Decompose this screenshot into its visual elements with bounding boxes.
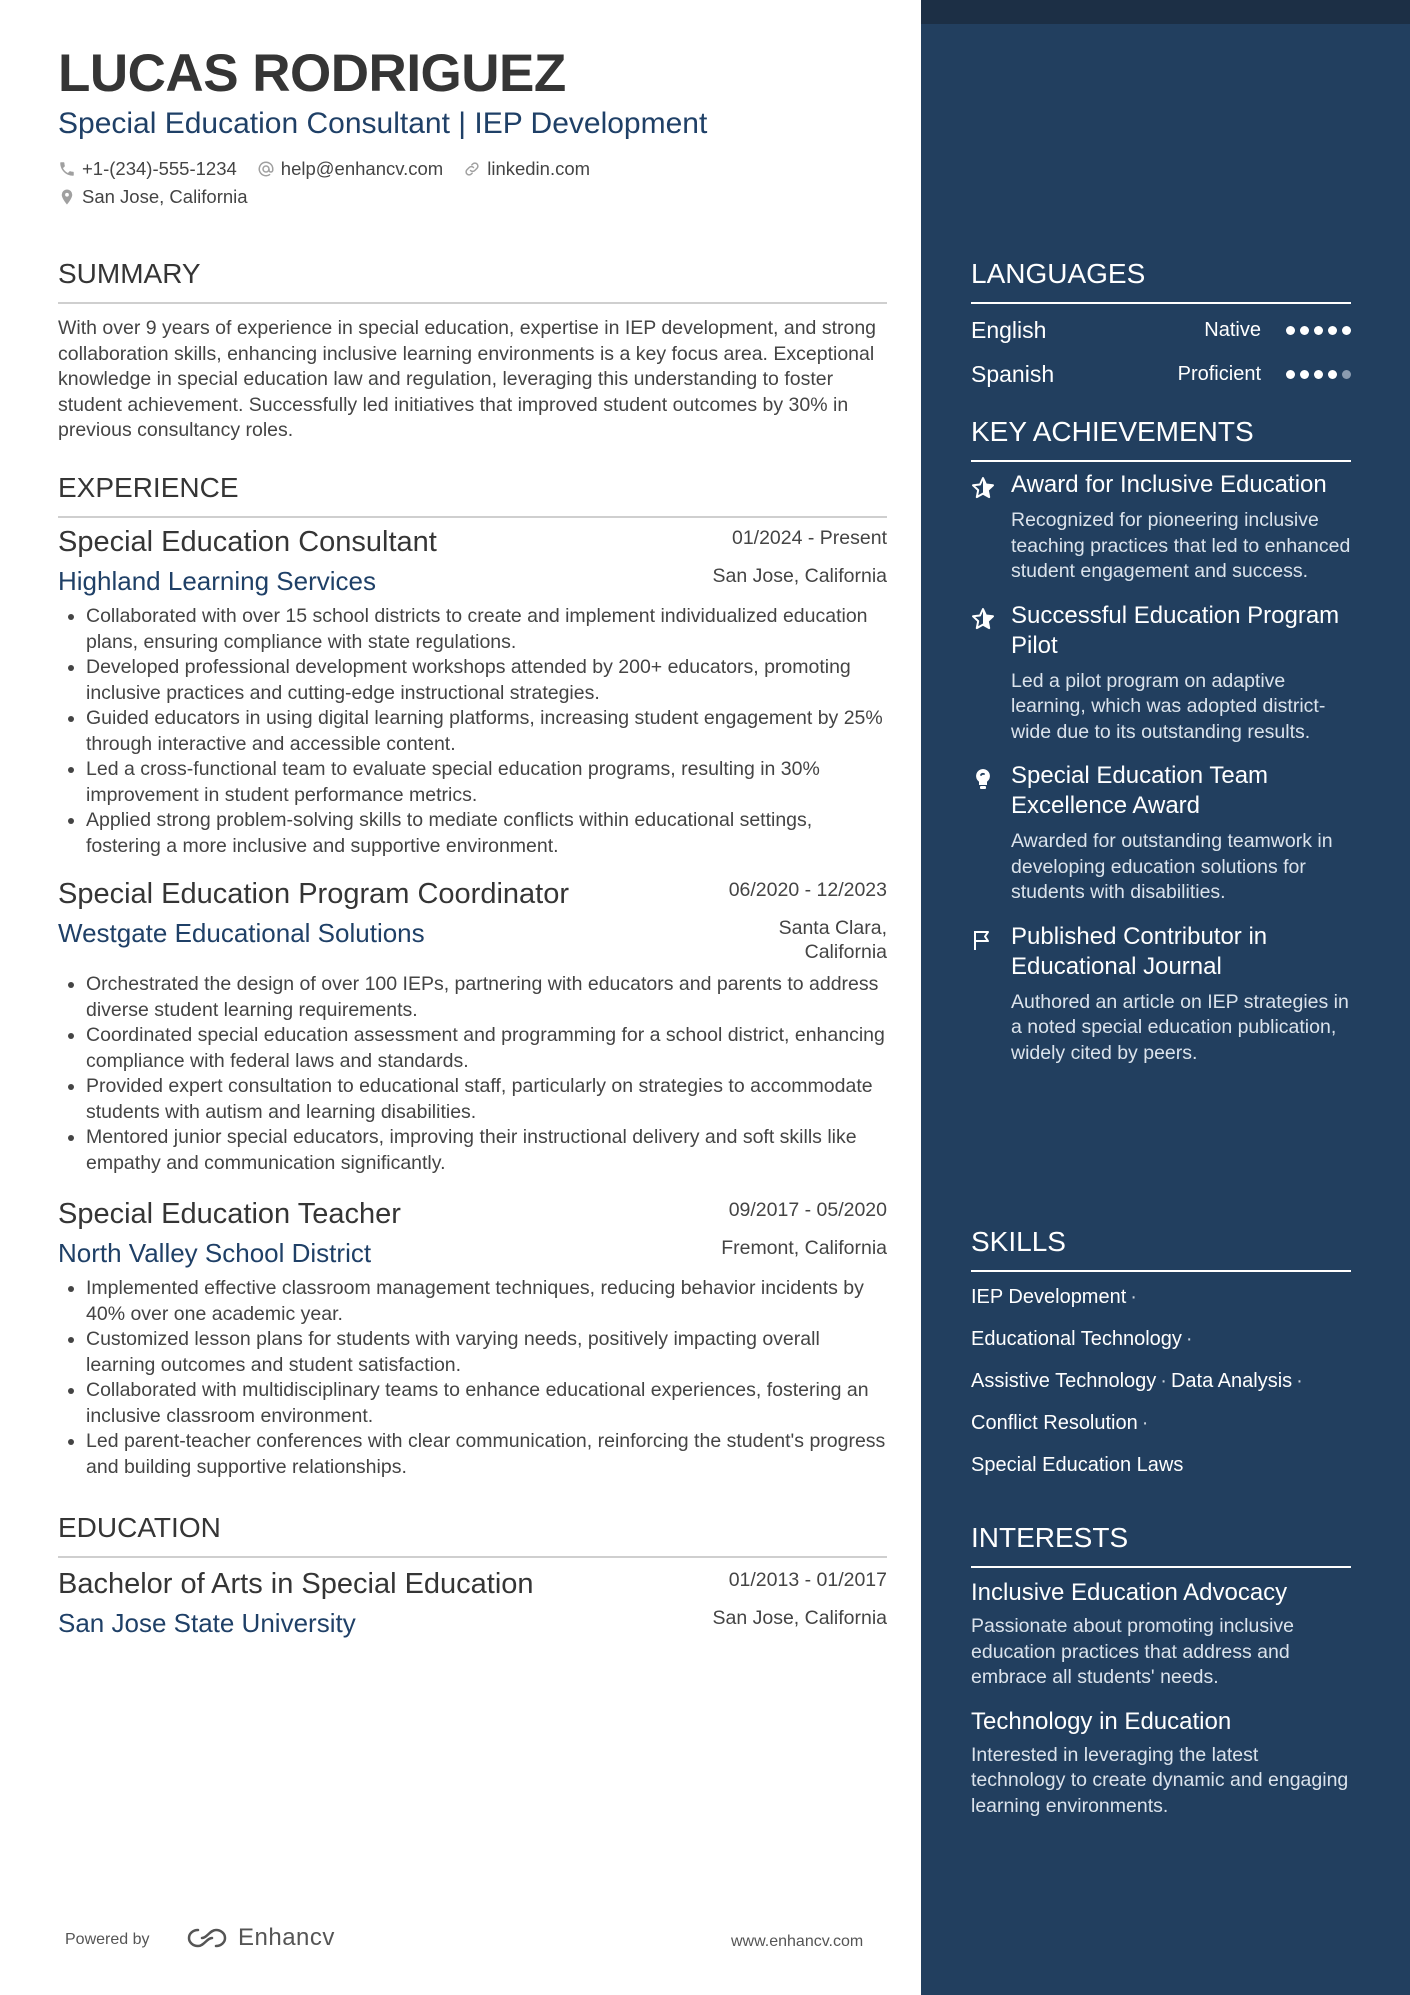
skills-section	[971, 1224, 1351, 1486]
summary-heading: SUMMARY	[58, 256, 887, 304]
language-item	[971, 352, 1351, 396]
school-location: San Jose, California	[712, 1607, 887, 1629]
skill-separator: ·	[1296, 1370, 1303, 1392]
achievement-title: Published Contributor in Educational Journal	[1011, 922, 1268, 980]
achievement-desc: Authored an article on IEP strategies in a noted special education publication, widely cited by peers.	[1011, 990, 1349, 1064]
rating-dot	[1314, 370, 1323, 379]
achievement-item	[971, 761, 1351, 906]
summary-text: With over 9 years of experience in special education, expertise in IEP development, and strong collaboration skills, enhancing inclusive learning environments is a key focus area. Exceptional knowledge in special education law and regulation, leveraging this understanding to foster student achievement. Successfully led initiatives that improved student outcomes by 30% in previous consultancy roles.	[58, 317, 877, 441]
job-bullets	[58, 604, 887, 859]
education-heading: EDUCATION	[58, 1510, 887, 1558]
achievement-item	[971, 470, 1351, 585]
phone-text: +1-(234)-555-1234	[82, 158, 237, 179]
job-location: San Jose, California	[712, 565, 887, 587]
lightbulb-icon	[971, 767, 995, 791]
location-pin-icon	[58, 188, 76, 206]
enhancv-logo-text: Enhancv	[238, 1924, 335, 1951]
achievements-section	[971, 414, 1351, 1066]
location-text: San Jose, California	[82, 186, 248, 207]
degree-title: Bachelor of Arts in Special Education	[58, 1568, 534, 1600]
list-item: • Customized lesson plans for students with varying needs, positively impacting overall learning outcomes and student satisfaction.	[86, 1327, 887, 1378]
list-item: • Implemented effective classroom management techniques, reducing behavior incidents by 40% over one academic year.	[86, 1276, 887, 1327]
list-item: • Developed professional development workshops attended by 200+ educators, promoting inclusive practices and cutting-edge instructional strategies.	[86, 655, 887, 706]
language-rating	[1281, 326, 1351, 335]
list-item: • Led parent-teacher conferences with clear communication, reinforcing the student's progress and building supportive relationships.	[86, 1429, 887, 1480]
job-dates: 01/2024 - Present	[731, 527, 887, 549]
interest-desc: Passionate about promoting inclusive education practices that address and embrace all students' needs.	[971, 1615, 1295, 1688]
achievement-desc: Awarded for outstanding teamwork in developing education solutions for students with disabilities.	[1011, 830, 1333, 903]
job-location-line: Santa Clara,	[778, 917, 887, 939]
languages-section	[971, 256, 1351, 396]
language-item	[971, 308, 1351, 352]
interest-desc: Interested in leveraging the latest technology to create dynamic and engaging learning environments.	[971, 1743, 1349, 1817]
list-item: • Applied strong problem-solving skills to mediate conflicts within educational settings, fostering a more inclusive and supportive environment.	[86, 808, 887, 859]
interest-item	[971, 1578, 1351, 1691]
rating-dot	[1286, 370, 1295, 379]
skill-separator: ·	[1160, 1370, 1167, 1392]
powered-by-label: Powered by	[65, 1931, 150, 1948]
interests-section	[971, 1520, 1351, 1819]
rating-dot	[1328, 326, 1337, 335]
experience-heading: EXPERIENCE	[58, 470, 887, 518]
achievements-heading: KEY ACHIEVEMENTS	[971, 414, 1351, 462]
skill-item: Assistive Technology	[971, 1370, 1157, 1392]
phone-icon	[58, 160, 76, 178]
contact-email[interactable]	[257, 158, 443, 180]
rating-dot	[1314, 326, 1323, 335]
education-entry	[58, 1566, 887, 1640]
achievement-desc: Recognized for pioneering inclusive teaching practices that led to enhanced student engagement and success.	[1011, 509, 1351, 582]
contact-linkedin[interactable]	[463, 158, 590, 180]
job-location-line: California	[804, 941, 887, 963]
job-entry	[58, 524, 887, 859]
job-title: Special Education Program Coordinator	[58, 878, 569, 910]
school-name: San Jose State University	[58, 1608, 356, 1638]
skills-heading: SKILLS	[971, 1224, 1351, 1272]
sidebar-top-bar	[921, 0, 1410, 24]
rating-dot	[1286, 326, 1295, 335]
skill-separator: ·	[1130, 1286, 1137, 1308]
rating-dot	[1342, 370, 1351, 379]
flag-icon	[971, 928, 995, 952]
list-item: • Orchestrated the design of over 100 IEPs, partnering with educators and parents to address diverse student learning requirements.	[86, 972, 887, 1023]
skill-item: Special Education Laws	[971, 1454, 1184, 1476]
achievement-title: Award for Inclusive Education	[1011, 471, 1327, 498]
achievement-title: Special Education Team Excellence Award	[1011, 762, 1269, 819]
list-item: • Mentored junior special educators, improving their instructional delivery and soft skills like empathy and communication significantly.	[86, 1125, 887, 1176]
job-location: Fremont, California	[721, 1237, 887, 1259]
enhancv-logo[interactable]	[184, 1924, 335, 1952]
list-item: • Guided educators in using digital learning platforms, increasing student engagement by 25% through interactive and accessible content.	[86, 706, 887, 757]
job-location	[779, 916, 887, 964]
interest-title: Technology in Education	[971, 1707, 1232, 1735]
job-dates: 06/2020 - 12/2023	[728, 879, 887, 901]
contact-phone[interactable]	[58, 158, 237, 180]
contact-location	[58, 186, 248, 208]
language-level: Proficient	[1177, 362, 1261, 385]
contact-row	[58, 158, 610, 180]
rating-dot	[1328, 370, 1337, 379]
education-dates: 01/2013 - 01/2017	[728, 1569, 887, 1591]
language-rating	[1281, 370, 1351, 379]
achievement-item	[971, 601, 1351, 746]
list-item: • Coordinated special education assessment and programming for a school district, enhancing compliance with federal laws and standards.	[86, 1023, 887, 1074]
link-icon	[463, 160, 481, 178]
job-dates: 09/2017 - 05/2020	[728, 1199, 887, 1221]
interest-title: Inclusive Education Advocacy	[971, 1579, 1288, 1606]
languages-heading: LANGUAGES	[971, 256, 1351, 304]
interest-item	[971, 1707, 1351, 1820]
job-title: Special Education Teacher	[58, 1198, 401, 1230]
language-level: Native	[1204, 318, 1261, 341]
linkedin-text: linkedin.com	[487, 158, 591, 179]
skill-item: Conflict Resolution	[971, 1412, 1138, 1434]
footer-url[interactable]: www.enhancv.com	[731, 1933, 864, 1950]
list-item: • Led a cross-functional team to evaluate special education programs, resulting in 30% improvement in student performance metrics.	[86, 757, 887, 808]
location-row	[58, 186, 268, 208]
language-name: Spanish	[971, 360, 1055, 387]
skill-item: Educational Technology	[971, 1328, 1182, 1350]
job-bullets	[58, 1276, 887, 1480]
at-icon	[257, 160, 275, 178]
job-company: North Valley School District	[58, 1238, 372, 1268]
list-item: • Provided expert consultation to educational staff, particularly on strategies to accommodate students with autism and learning disabilities.	[86, 1074, 887, 1125]
skill-item: IEP Development	[971, 1286, 1127, 1308]
achievement-item	[971, 922, 1351, 1067]
candidate-name: LUCAS RODRIGUEZ	[58, 44, 566, 103]
job-company: Westgate Educational Solutions	[58, 918, 425, 948]
language-name: English	[971, 316, 1047, 343]
candidate-subtitle: Special Education Consultant | IEP Development	[58, 107, 708, 140]
skill-separator: ·	[1185, 1328, 1193, 1350]
star-icon	[971, 607, 995, 631]
job-title: Special Education Consultant	[58, 526, 437, 558]
skill-separator: ·	[1141, 1412, 1149, 1434]
email-text: help@enhancv.com	[280, 158, 444, 179]
list-item: • Collaborated with over 15 school districts to create and implement individualized education plans, ensuring compliance with state regulations.	[86, 604, 887, 655]
job-entry	[58, 1196, 887, 1480]
rating-dot	[1300, 370, 1309, 379]
enhancv-logo-icon	[184, 1926, 230, 1950]
job-company: Highland Learning Services	[58, 566, 376, 596]
rating-dot	[1300, 326, 1309, 335]
rating-dot	[1342, 326, 1351, 335]
job-entry	[58, 876, 887, 1176]
job-bullets	[58, 972, 887, 1176]
skill-item: Data Analysis	[1170, 1370, 1293, 1392]
list-item: • Collaborated with multidisciplinary teams to enhance educational experiences, fostering an inclusive classroom environment.	[86, 1378, 887, 1429]
interests-heading: INTERESTS	[971, 1520, 1351, 1568]
star-icon	[971, 476, 995, 500]
achievement-title: Successful Education Program Pilot	[1011, 601, 1340, 659]
achievement-desc: Led a pilot program on adaptive learning, which was adopted district-wide due to its outstanding results.	[1011, 669, 1326, 743]
